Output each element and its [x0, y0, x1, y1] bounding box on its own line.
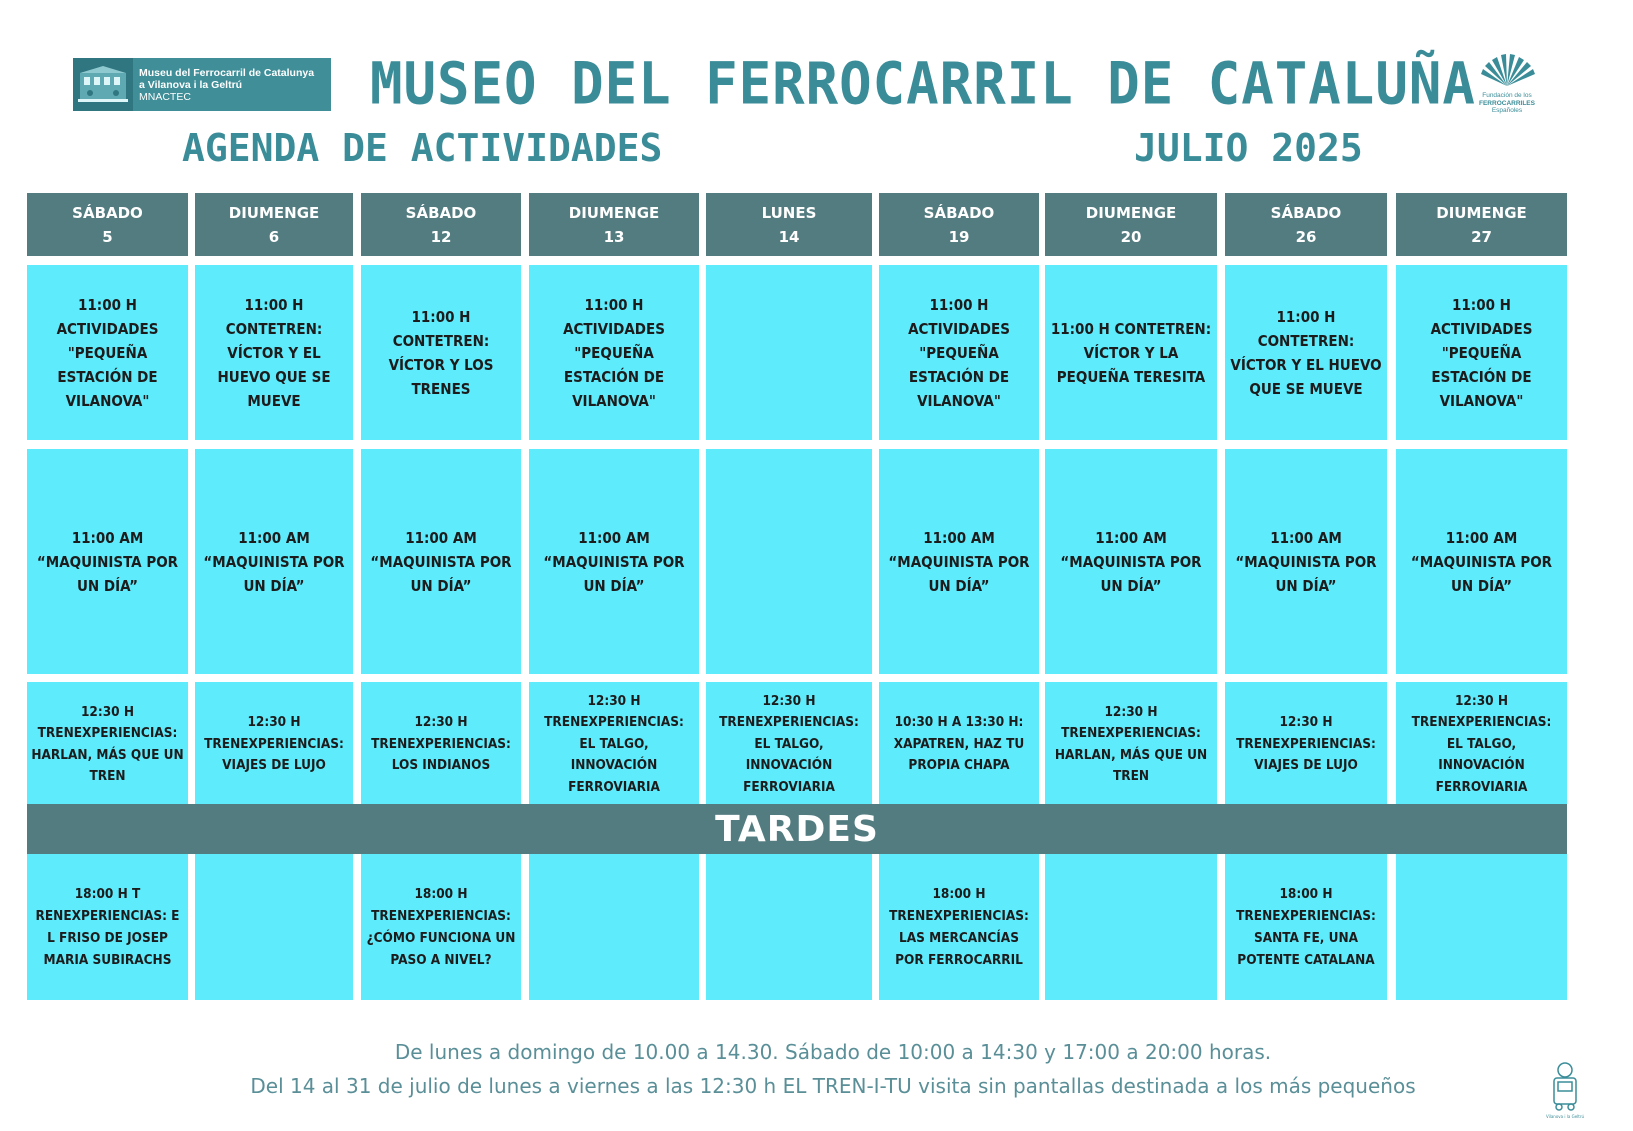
- day-date: 12: [430, 227, 452, 246]
- day-header: [879, 193, 1039, 256]
- activity-cell: [361, 265, 521, 440]
- activity-text: 11:00 AM “MAQUINISTA POR UN DÍA”: [1410, 528, 1553, 595]
- activity-text: 18:00 H T RENEXPERIENCIAS: E L FRISO DE JOSEP MARIA SUBIRACHS: [35, 886, 180, 968]
- activity-cell: [529, 449, 699, 674]
- activity-cell: [1396, 854, 1567, 1000]
- activity-text: 11:00 AM “MAQUINISTA POR UN DÍA”: [888, 528, 1030, 595]
- day-date: 6: [268, 227, 280, 246]
- activity-cell: [1045, 682, 1217, 807]
- train-mascot-icon: [1545, 1060, 1585, 1122]
- day-name: DIUMENGE: [568, 203, 660, 222]
- activity-cell: [879, 854, 1039, 1000]
- activity-text: 11:00 AM “MAQUINISTA POR UN DÍA”: [36, 528, 179, 595]
- activity-cell: [1225, 449, 1387, 674]
- activity-cell: [1396, 682, 1567, 807]
- train-station-icon: [73, 58, 133, 111]
- activity-cell: [706, 854, 872, 1000]
- page-title: MUSEO DEL FERROCARRIL DE CATALUÑA: [370, 49, 1476, 118]
- activity-cell: [361, 449, 521, 674]
- day-header: [1045, 193, 1217, 256]
- activity-text: 18:00 H TRENEXPERIENCIAS: ¿CÓMO FUNCIONA UN PASO A NIVEL?: [366, 886, 516, 968]
- tren-i-tu-note: Del 14 al 31 de julio de lunes a viernes a las 12:30 h EL TREN-I-TU visita sin pantallas destinada a los más pequeños: [250, 1074, 1416, 1098]
- activity-cell: [27, 682, 188, 807]
- day-date: 13: [603, 227, 625, 246]
- agenda-subtitle: AGENDA DE ACTIVIDADES: [182, 126, 663, 170]
- activity-cell: [1225, 265, 1387, 440]
- activity-cell: [195, 449, 353, 674]
- activity-text: 12:30 H TRENEXPERIENCIAS: HARLAN, MÁS QUE UN TREN: [1054, 703, 1208, 784]
- activity-cell: [195, 265, 353, 440]
- activity-text: 11:00 H ACTIVIDADES "PEQUEÑA ESTACIÓN DE VILANOVA": [1430, 295, 1533, 410]
- activity-cell: [529, 854, 699, 1000]
- activity-cell: [879, 265, 1039, 440]
- activity-text: 11:00 AM “MAQUINISTA POR UN DÍA”: [1235, 528, 1377, 595]
- day-name: SÁBADO: [72, 203, 143, 222]
- day-header: [361, 193, 521, 256]
- day-header: [529, 193, 699, 256]
- day-name: DIUMENGE: [1085, 203, 1177, 222]
- activity-text: 12:30 H TRENEXPERIENCIAS: VIAJES DE LUJO: [1236, 714, 1376, 774]
- day-name: SÁBADO: [923, 203, 995, 222]
- day-name: LUNES: [761, 203, 817, 222]
- activity-cell: [195, 682, 353, 807]
- activity-cell: [529, 682, 699, 807]
- activity-text: 11:00 AM “MAQUINISTA POR UN DÍA”: [543, 528, 685, 595]
- activity-cell: [706, 682, 872, 807]
- activity-text: 11:00 H CONTETREN: VÍCTOR Y EL HUEVO QUE SE MUEVE: [217, 295, 331, 410]
- activity-text: 12:30 H TRENEXPERIENCIAS: HARLAN, MÁS QUE UN TREN: [31, 703, 184, 784]
- day-date: 5: [102, 227, 113, 246]
- activity-text: 12:30 H TRENEXPERIENCIAS: EL TALGO, INNOVACIÓN FERROVIARIA: [544, 692, 684, 795]
- logo-line-2: a Vilanova i la Geltrú: [139, 78, 243, 91]
- day-date: 14: [778, 227, 800, 246]
- activity-cell: [1045, 449, 1217, 674]
- activity-cell: [195, 854, 353, 1000]
- logo-line-1: Museu del Ferrocarril de Catalunya: [139, 66, 315, 79]
- month-subtitle: JULIO 2025: [1134, 126, 1363, 170]
- activity-text: 12:30 H TRENEXPERIENCIAS: EL TALGO, INNOVACIÓN FERROVIARIA: [719, 692, 859, 795]
- activity-text: 11:00 H ACTIVIDADES "PEQUEÑA ESTACIÓN DE VILANOVA": [56, 295, 159, 410]
- activity-cell: [706, 449, 872, 674]
- svg-text:Vilanova i la Geltrú: Vilanova i la Geltrú: [1545, 1114, 1585, 1119]
- activity-cell: [1396, 265, 1567, 440]
- activity-cell: [27, 265, 188, 440]
- museum-logo: [73, 58, 331, 111]
- foundation-line-2: FERROCARRILES: [1479, 99, 1535, 107]
- activity-cell: [529, 265, 699, 440]
- activity-text: 11:00 AM “MAQUINISTA POR UN DÍA”: [203, 528, 345, 595]
- activity-text: 12:30 H TRENEXPERIENCIAS: VIAJES DE LUJO: [204, 714, 344, 774]
- day-date: 19: [948, 227, 970, 246]
- day-header: [27, 193, 188, 256]
- day-header: [1396, 193, 1567, 256]
- activity-text: 11:00 AM “MAQUINISTA POR UN DÍA”: [370, 528, 512, 595]
- tardes-banner: TARDES: [27, 804, 1567, 854]
- logo-line-3: MNACTEC: [139, 90, 191, 103]
- day-name: DIUMENGE: [1436, 203, 1527, 222]
- activity-text: 18:00 H TRENEXPERIENCIAS: SANTA FE, UNA POTENTE CATALANA: [1236, 886, 1376, 968]
- activity-cell: [27, 854, 188, 1000]
- day-date: 20: [1120, 227, 1142, 246]
- activity-text: 11:00 H CONTETREN: VÍCTOR Y LA PEQUEÑA TERESITA: [1050, 319, 1212, 386]
- day-name: SÁBADO: [405, 203, 477, 222]
- activity-cell: [1045, 265, 1217, 440]
- activity-cell: [879, 682, 1039, 807]
- activity-cell: [1225, 682, 1387, 807]
- day-date: 27: [1471, 227, 1492, 246]
- activity-text: 18:00 H TRENEXPERIENCIAS: LAS MERCANCÍAS POR FERROCARRIL: [889, 886, 1029, 968]
- activity-text: 10:30 H A 13:30 H: XAPATREN, HAZ TU PROPIA CHAPA: [893, 714, 1025, 774]
- activity-cell: [361, 682, 521, 807]
- opening-hours: De lunes a domingo de 10.00 a 14.30. Sábado de 10:00 a 14:30 y 17:00 a 20:00 horas.: [394, 1040, 1272, 1064]
- activity-cell: [1396, 449, 1567, 674]
- day-date: 26: [1295, 227, 1317, 246]
- foundation-logo: [1470, 52, 1544, 115]
- day-header: [706, 193, 872, 256]
- foundation-line-3: Españoles: [1491, 107, 1523, 114]
- day-header: [1225, 193, 1387, 256]
- activity-text: 11:00 H CONTETREN: VÍCTOR Y LOS TRENES: [388, 307, 494, 398]
- activity-cell: [1225, 854, 1387, 1000]
- activity-text: 11:00 H ACTIVIDADES "PEQUEÑA ESTACIÓN DE VILANOVA": [563, 295, 665, 410]
- activity-text: 12:30 H TRENEXPERIENCIAS: EL TALGO, INNOVACIÓN FERROVIARIA: [1411, 692, 1552, 795]
- day-name: DIUMENGE: [228, 203, 320, 222]
- activity-text: 11:00 H CONTETREN: VÍCTOR Y EL HUEVO QUE SE MUEVE: [1230, 307, 1382, 398]
- activity-text: 11:00 AM “MAQUINISTA POR UN DÍA”: [1060, 528, 1202, 595]
- activity-cell: [361, 854, 521, 1000]
- activity-cell: [879, 449, 1039, 674]
- activity-cell: [27, 449, 188, 674]
- sunburst-icon: [1475, 52, 1539, 88]
- activity-cell: [706, 265, 872, 440]
- foundation-line-1: Fundación de los: [1482, 92, 1532, 99]
- activity-text: 11:00 H ACTIVIDADES "PEQUEÑA ESTACIÓN DE VILANOVA": [908, 295, 1010, 410]
- activity-cell: [1045, 854, 1217, 1000]
- activity-text: 12:30 H TRENEXPERIENCIAS: LOS INDIANOS: [371, 714, 511, 774]
- day-header: [195, 193, 353, 256]
- day-name: SÁBADO: [1270, 203, 1342, 222]
